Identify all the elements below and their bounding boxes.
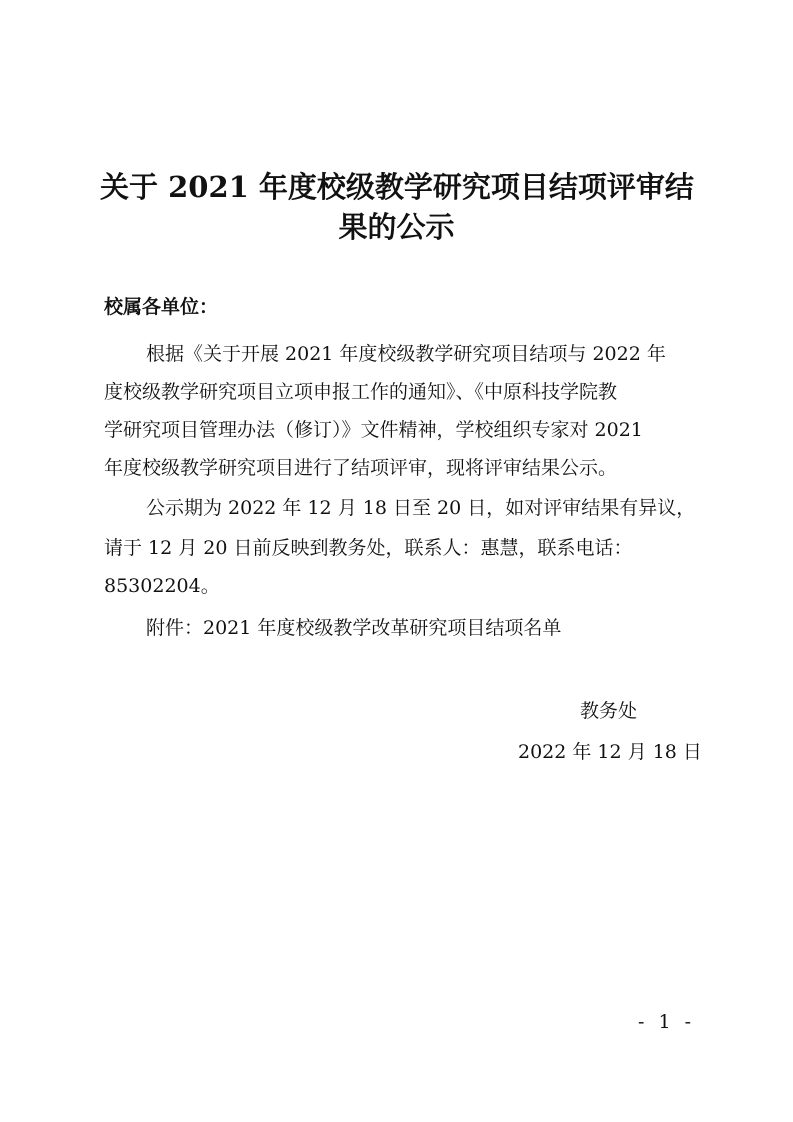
paragraph-line: 学研究项目管理办法（修订）》文件精神，学校组织专家对 2021	[104, 419, 643, 441]
document-title-line-1: 关于 2021 年度校级教学研究项目结项评审结	[100, 170, 694, 204]
paragraph-line: 85302204。	[104, 575, 220, 597]
signature-org: 教务处	[580, 700, 638, 722]
salutation: 校属各单位：	[104, 296, 219, 318]
page-number: - 1 -	[638, 1011, 696, 1033]
paragraph-line: 根据《关于开展 2021 年度校级教学研究项目结项与 2022 年	[146, 343, 666, 365]
signature-date: 2022 年 12 月 18 日	[518, 741, 702, 763]
paragraph-line: 公示期为 2022 年 12 月 18 日至 20 日，如对评审结果有异议，	[146, 497, 696, 519]
paragraph-line: 度校级教学研究项目立项申报工作的通知》、《中原科技学院教	[104, 381, 618, 403]
paragraph-line: 年度校级教学研究项目进行了结项评审，现将评审结果公示。	[104, 457, 618, 479]
document-title-line-2: 果的公示	[338, 210, 455, 244]
paragraph-line: 请于 12 月 20 日前反映到教务处，联系人：惠慧，联系电话：	[104, 537, 633, 559]
attachment-note: 附件：2021 年度校级教学改革研究项目结项名单	[146, 617, 562, 639]
